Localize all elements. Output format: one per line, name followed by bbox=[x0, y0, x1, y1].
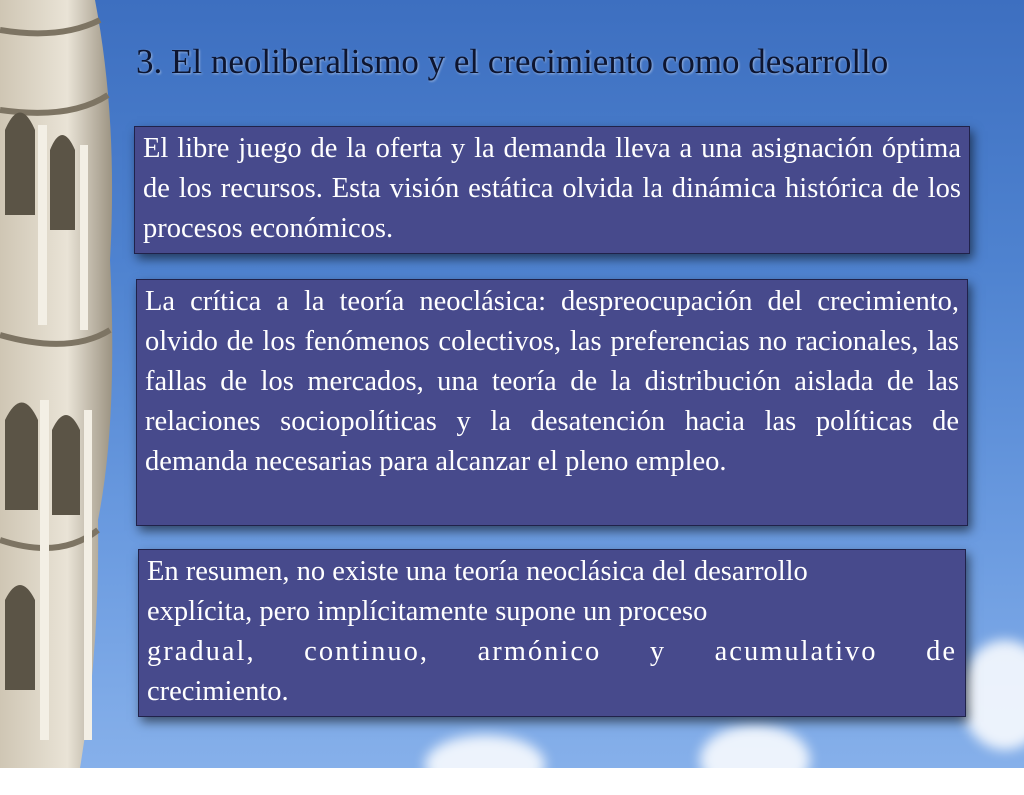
leaning-tower-icon bbox=[0, 0, 125, 768]
text-box-market bbox=[134, 126, 970, 254]
text-box-summary bbox=[138, 549, 966, 717]
summary-line-1: En resumen, no existe una teoría neoclásica del desarrollo bbox=[147, 556, 808, 587]
summary-line-2: explícita, pero implícitamente supone un proceso bbox=[147, 596, 708, 627]
cloud-icon bbox=[425, 735, 545, 795]
paragraph-critique: La crítica a la teoría neoclásica: despreocupación del crecimiento, olvido de los fenómenos colectivos, las preferencias no racionales, las fallas de los mercados, una teoría de la distribución aislada de las relaciones sociopolíticas y la desatención hacia las políticas de demanda necesarias para alcanzar el pleno empleo. bbox=[145, 286, 959, 477]
slide-title: 3. El neoliberalismo y el crecimiento como desarrollo bbox=[136, 42, 889, 81]
text-box-critique bbox=[136, 279, 968, 526]
cloud-icon bbox=[700, 725, 810, 795]
paragraph-market: El libre juego de la oferta y la demanda lleva a una asignación óptima de los recursos. Esta visión estática olvida la dinámica histórica de los procesos económicos. bbox=[143, 133, 961, 244]
summary-line-4: crecimiento. bbox=[147, 676, 289, 707]
summary-line-3: gradual, continuo, armónico y acumulativo de bbox=[147, 636, 957, 667]
